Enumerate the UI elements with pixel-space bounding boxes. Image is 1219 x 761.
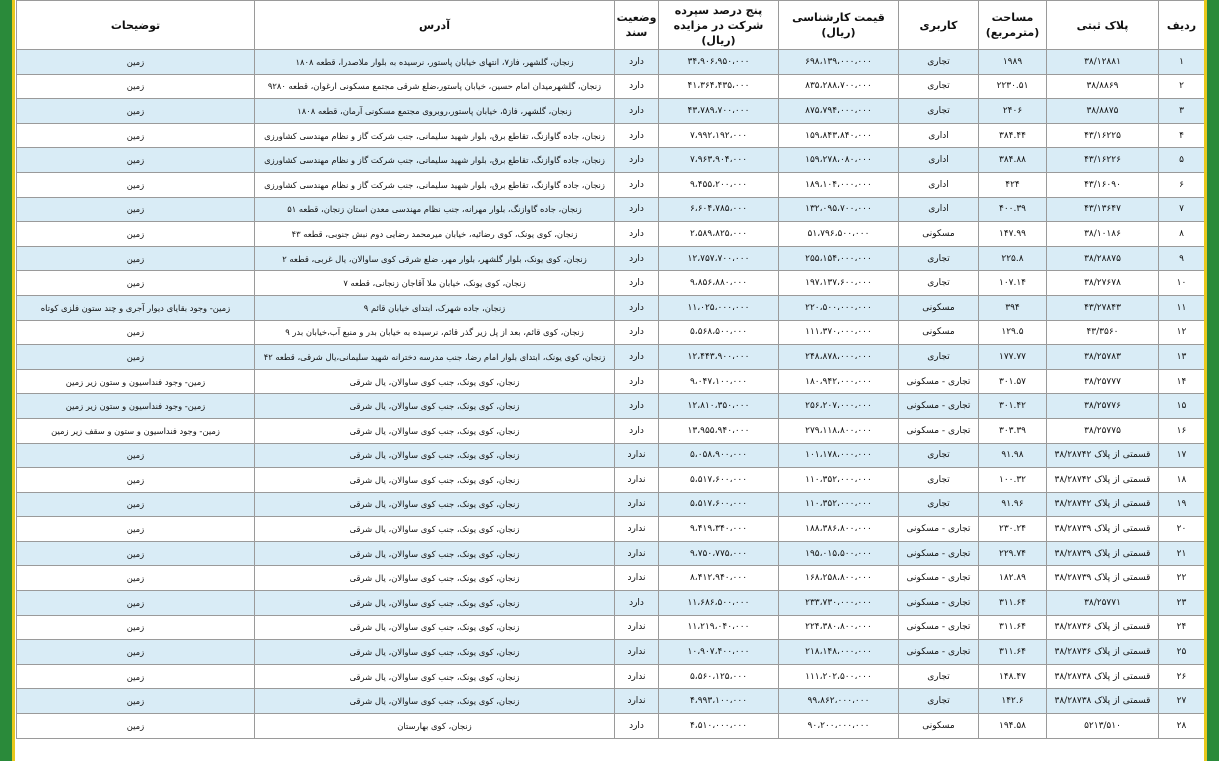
- cell-masahat: ۲۲۵.۸: [979, 246, 1047, 271]
- cell-panj: ۱۱،۰۲۵،۰۰۰،۰۰۰: [659, 295, 779, 320]
- cell-panj: ۹،۸۵۶،۸۸۰،۰۰۰: [659, 271, 779, 296]
- cell-karbari: تجاری: [899, 99, 979, 124]
- cell-tozihat: زمین: [17, 541, 255, 566]
- table-row: [17, 222, 1205, 247]
- cell-plak: ۴۳/۲۷۸۴۳: [1047, 295, 1159, 320]
- cell-adres: زنجان، کوی یونک، جنب کوی ساوالان، یال شرقی: [255, 468, 615, 493]
- right-border-decoration: [1204, 0, 1219, 761]
- cell-adres: زنجان، جاده گاوازنگ، تقاطع برق، بلوار شهید سلیمانی، جنب شرکت گاز و نظام مهندسی کشاورزی: [255, 123, 615, 148]
- cell-plak: ۳۸/۲۵۷۷۱: [1047, 591, 1159, 616]
- cell-vaziat: دارد: [615, 246, 659, 271]
- cell-radif: ۱: [1159, 50, 1205, 75]
- header-karbari: کاربری: [899, 1, 979, 50]
- cell-vaziat: ندارد: [615, 443, 659, 468]
- cell-plak: قسمتی از پلاک ۳۸/۲۸۷۳۹: [1047, 566, 1159, 591]
- cell-tozihat: زمین: [17, 222, 255, 247]
- cell-radif: ۱۰: [1159, 271, 1205, 296]
- table-row: [17, 197, 1205, 222]
- cell-radif: ۴: [1159, 123, 1205, 148]
- cell-vaziat: دارد: [615, 369, 659, 394]
- cell-vaziat: ندارد: [615, 468, 659, 493]
- table-row: [17, 172, 1205, 197]
- cell-adres: زنجان، گلشهر، فاز۵، خیابان پاستور،روبروی مجتمع مسکونی آرمان، قطعه ۱۸۰۸: [255, 99, 615, 124]
- cell-karbari: اداری: [899, 148, 979, 173]
- cell-tozihat: زمین- وجود بقایای دیوار آجری و چند ستون فلزی کوتاه: [17, 295, 255, 320]
- cell-karbari: تجاری - مسکونی: [899, 369, 979, 394]
- cell-panj: ۱۳،۹۵۵،۹۴۰،۰۰۰: [659, 418, 779, 443]
- cell-vaziat: دارد: [615, 148, 659, 173]
- cell-gheymat: ۱۰۱،۱۷۸،۰۰۰،۰۰۰: [779, 443, 899, 468]
- cell-radif: ۱۵: [1159, 394, 1205, 419]
- table-row: [17, 246, 1205, 271]
- cell-plak: ۴۳/۳۵۶۰: [1047, 320, 1159, 345]
- cell-vaziat: ندارد: [615, 517, 659, 542]
- cell-gheymat: ۱۱۱،۲۰۲،۵۰۰،۰۰۰: [779, 664, 899, 689]
- cell-adres: زنجان، کوی یونک، خیابان ملا آقاجان زنجانی، قطعه ۷: [255, 271, 615, 296]
- cell-vaziat: دارد: [615, 714, 659, 739]
- header-radif: ردیف: [1159, 1, 1205, 50]
- table-body: [17, 50, 1205, 739]
- cell-radif: ۱۷: [1159, 443, 1205, 468]
- cell-vaziat: دارد: [615, 591, 659, 616]
- cell-vaziat: ندارد: [615, 689, 659, 714]
- cell-tozihat: زمین: [17, 345, 255, 370]
- cell-panj: ۵،۵۱۷،۶۰۰،۰۰۰: [659, 492, 779, 517]
- cell-karbari: تجاری - مسکونی: [899, 394, 979, 419]
- cell-karbari: تجاری - مسکونی: [899, 541, 979, 566]
- cell-panj: ۱۰،۹۰۷،۴۰۰،۰۰۰: [659, 640, 779, 665]
- cell-radif: ۱۲: [1159, 320, 1205, 345]
- cell-plak: قسمتی از پلاک ۳۸/۲۸۷۴۲: [1047, 468, 1159, 493]
- cell-panj: ۳۴،۹۰۶،۹۵۰،۰۰۰: [659, 50, 779, 75]
- cell-plak: ۳۸/۱۲۸۸۱: [1047, 50, 1159, 75]
- cell-karbari: تجاری: [899, 271, 979, 296]
- cell-masahat: ۱۴۸.۴۷: [979, 664, 1047, 689]
- cell-tozihat: زمین: [17, 664, 255, 689]
- cell-karbari: تجاری - مسکونی: [899, 615, 979, 640]
- cell-vaziat: ندارد: [615, 664, 659, 689]
- cell-vaziat: دارد: [615, 418, 659, 443]
- cell-adres: زنجان، کوی یونک، جنب کوی ساوالان، یال شرقی: [255, 566, 615, 591]
- cell-plak: ۳۸/۸۸۶۹: [1047, 74, 1159, 99]
- cell-karbari: اداری: [899, 172, 979, 197]
- cell-panj: ۷،۹۹۲،۱۹۲،۰۰۰: [659, 123, 779, 148]
- cell-masahat: ۳۸۴.۴۴: [979, 123, 1047, 148]
- cell-vaziat: دارد: [615, 50, 659, 75]
- cell-masahat: ۱۹۴.۵۸: [979, 714, 1047, 739]
- cell-karbari: تجاری - مسکونی: [899, 418, 979, 443]
- cell-masahat: ۱۴۷.۹۹: [979, 222, 1047, 247]
- cell-panj: ۹،۴۱۹،۳۴۰،۰۰۰: [659, 517, 779, 542]
- cell-gheymat: ۱۸۸،۳۸۶،۸۰۰،۰۰۰: [779, 517, 899, 542]
- table-row: [17, 50, 1205, 75]
- cell-plak: ۳۸/۲۵۷۷۶: [1047, 394, 1159, 419]
- cell-gheymat: ۲۵۶،۲۰۷،۰۰۰،۰۰۰: [779, 394, 899, 419]
- cell-karbari: مسکونی: [899, 222, 979, 247]
- cell-radif: ۱۸: [1159, 468, 1205, 493]
- cell-karbari: تجاری: [899, 443, 979, 468]
- cell-gheymat: ۱۶۸،۲۵۸،۸۰۰،۰۰۰: [779, 566, 899, 591]
- cell-radif: ۳: [1159, 99, 1205, 124]
- cell-masahat: ۱۰۷.۱۴: [979, 271, 1047, 296]
- cell-radif: ۲۶: [1159, 664, 1205, 689]
- cell-radif: ۵: [1159, 148, 1205, 173]
- cell-gheymat: ۱۹۵،۰۱۵،۵۰۰،۰۰۰: [779, 541, 899, 566]
- table-row: [17, 541, 1205, 566]
- cell-masahat: ۳۰۳.۳۹: [979, 418, 1047, 443]
- cell-masahat: ۲۲۹.۷۴: [979, 541, 1047, 566]
- cell-plak: قسمتی از پلاک ۳۸/۲۸۷۳۹: [1047, 541, 1159, 566]
- cell-radif: ۲: [1159, 74, 1205, 99]
- cell-radif: ۶: [1159, 172, 1205, 197]
- cell-karbari: تجاری: [899, 74, 979, 99]
- table-row: [17, 418, 1205, 443]
- cell-gheymat: ۲۵۵،۱۵۴،۰۰۰،۰۰۰: [779, 246, 899, 271]
- cell-adres: زنجان، کوی یونک، جنب کوی ساوالان، یال شرقی: [255, 369, 615, 394]
- cell-plak: ۳۸/۲۵۷۸۳: [1047, 345, 1159, 370]
- cell-masahat: ۳۱۱.۶۴: [979, 640, 1047, 665]
- header-adres: آدرس: [255, 1, 615, 50]
- cell-adres: زنجان، کوی یونک، جنب کوی ساوالان، یال شرقی: [255, 664, 615, 689]
- cell-radif: ۱۶: [1159, 418, 1205, 443]
- cell-tozihat: زمین: [17, 50, 255, 75]
- cell-plak: قسمتی از پلاک ۳۸/۲۸۷۴۲: [1047, 492, 1159, 517]
- cell-gheymat: ۹۰،۲۰۰،۰۰۰،۰۰۰: [779, 714, 899, 739]
- cell-gheymat: ۲۳۳،۷۳۰،۰۰۰،۰۰۰: [779, 591, 899, 616]
- cell-vaziat: دارد: [615, 295, 659, 320]
- cell-adres: زنجان، کوی یونک، جنب کوی ساوالان، یال شرقی: [255, 591, 615, 616]
- table-row: [17, 99, 1205, 124]
- cell-tozihat: زمین: [17, 99, 255, 124]
- cell-vaziat: ندارد: [615, 492, 659, 517]
- header-vaziat: وضعیت سند: [615, 1, 659, 50]
- cell-vaziat: دارد: [615, 197, 659, 222]
- cell-masahat: ۳۰۱.۵۷: [979, 369, 1047, 394]
- cell-tozihat: زمین: [17, 443, 255, 468]
- cell-masahat: ۳۰۱.۴۲: [979, 394, 1047, 419]
- cell-tozihat: زمین: [17, 172, 255, 197]
- cell-masahat: ۲۲۳۰.۵۱: [979, 74, 1047, 99]
- cell-tozihat: زمین- وجود فنداسیون و ستون و سقف زیر زمین: [17, 418, 255, 443]
- cell-panj: ۴،۵۱۰،۰۰۰،۰۰۰: [659, 714, 779, 739]
- cell-plak: ۴۳/۱۶۲۲۵: [1047, 123, 1159, 148]
- property-auction-table: [16, 0, 1204, 739]
- cell-adres: زنجان، جاده گاوازنگ، تقاطع برق، بلوار شهید سلیمانی، جنب شرکت گاز و نظام مهندسی کشاورزی: [255, 172, 615, 197]
- header-gheymat: قیمت کارشناسی (ریال): [779, 1, 899, 50]
- cell-plak: قسمتی از پلاک ۳۸/۲۸۷۴۲: [1047, 443, 1159, 468]
- cell-gheymat: ۲۲۴،۳۸۰،۸۰۰،۰۰۰: [779, 615, 899, 640]
- cell-radif: ۲۴: [1159, 615, 1205, 640]
- cell-panj: ۵،۰۵۸،۹۰۰،۰۰۰: [659, 443, 779, 468]
- cell-radif: ۱۴: [1159, 369, 1205, 394]
- cell-plak: ۳۸/۲۷۶۷۸: [1047, 271, 1159, 296]
- cell-karbari: تجاری - مسکونی: [899, 517, 979, 542]
- table-row: [17, 345, 1205, 370]
- table-row: [17, 148, 1205, 173]
- cell-panj: ۵،۵۱۷،۶۰۰،۰۰۰: [659, 468, 779, 493]
- cell-karbari: اداری: [899, 123, 979, 148]
- cell-masahat: ۹۱.۹۶: [979, 492, 1047, 517]
- cell-panj: ۱۲،۴۴۳،۹۰۰،۰۰۰: [659, 345, 779, 370]
- cell-vaziat: ندارد: [615, 640, 659, 665]
- cell-masahat: ۱۹۸۹: [979, 50, 1047, 75]
- cell-masahat: ۱۲۹.۵: [979, 320, 1047, 345]
- cell-vaziat: دارد: [615, 320, 659, 345]
- cell-radif: ۱۳: [1159, 345, 1205, 370]
- cell-adres: زنجان، کوی یونک، جنب کوی ساوالان، یال شرقی: [255, 640, 615, 665]
- cell-panj: ۱۲،۸۱۰،۳۵۰،۰۰۰: [659, 394, 779, 419]
- cell-panj: ۲،۵۸۹،۸۲۵،۰۰۰: [659, 222, 779, 247]
- table-row: [17, 394, 1205, 419]
- cell-plak: ۴۳/۱۶۰۹۰: [1047, 172, 1159, 197]
- table-row: [17, 443, 1205, 468]
- cell-panj: ۹،۷۵۰،۷۷۵،۰۰۰: [659, 541, 779, 566]
- cell-adres: زنجان، کوی یونک، جنب کوی ساوالان، یال شرقی: [255, 418, 615, 443]
- cell-panj: ۹،۰۴۷،۱۰۰،۰۰۰: [659, 369, 779, 394]
- cell-masahat: ۲۳۰.۲۴: [979, 517, 1047, 542]
- cell-gheymat: ۱۹۷،۱۳۷،۶۰۰،۰۰۰: [779, 271, 899, 296]
- cell-karbari: تجاری: [899, 664, 979, 689]
- cell-radif: ۲۳: [1159, 591, 1205, 616]
- cell-masahat: ۴۲۴: [979, 172, 1047, 197]
- cell-vaziat: دارد: [615, 74, 659, 99]
- cell-plak: قسمتی از پلاک ۳۸/۲۸۷۳۹: [1047, 517, 1159, 542]
- cell-radif: ۲۲: [1159, 566, 1205, 591]
- cell-adres: زنجان، کوی یونک، جنب کوی ساوالان، یال شرقی: [255, 541, 615, 566]
- cell-masahat: ۹۱.۹۸: [979, 443, 1047, 468]
- left-border-decoration: [0, 0, 15, 761]
- cell-karbari: مسکونی: [899, 714, 979, 739]
- cell-radif: ۲۷: [1159, 689, 1205, 714]
- cell-vaziat: دارد: [615, 172, 659, 197]
- cell-tozihat: زمین: [17, 148, 255, 173]
- cell-gheymat: ۲۱۸،۱۴۸،۰۰۰،۰۰۰: [779, 640, 899, 665]
- cell-adres: زنجان، جاده گاوازنگ، بلوار مهرانه، جنب نظام مهندسی معدن استان زنجان، قطعه ۵۱: [255, 197, 615, 222]
- cell-tozihat: زمین: [17, 468, 255, 493]
- cell-tozihat: زمین: [17, 517, 255, 542]
- table-wrapper: [16, 0, 1204, 761]
- cell-panj: ۴۳،۷۸۹،۷۰۰،۰۰۰: [659, 99, 779, 124]
- cell-tozihat: زمین: [17, 591, 255, 616]
- cell-adres: زنجان، کوی قائم، بعد از پل زیر گذر قائم، نرسیده به خیابان بدر و منبع آب،خیابان بدر ۹: [255, 320, 615, 345]
- cell-tozihat: زمین: [17, 689, 255, 714]
- cell-adres: زنجان، کوی یونک، ابتدای بلوار امام رضا، جنب مدرسه دخترانه شهید سلیمانی،یال شرقی، قطعه ۴۲: [255, 345, 615, 370]
- cell-plak: قسمتی از پلاک ۳۸/۲۸۷۳۶: [1047, 615, 1159, 640]
- cell-gheymat: ۱۸۹،۱۰۴،۰۰۰،۰۰۰: [779, 172, 899, 197]
- cell-tozihat: زمین: [17, 566, 255, 591]
- cell-masahat: ۴۰۰.۳۹: [979, 197, 1047, 222]
- cell-plak: ۳۸/۲۵۷۷۷: [1047, 369, 1159, 394]
- cell-plak: ۳۸/۲۸۸۷۵: [1047, 246, 1159, 271]
- cell-adres: زنجان، کوی یونک، جنب کوی ساوالان، یال شرقی: [255, 443, 615, 468]
- cell-karbari: مسکونی: [899, 320, 979, 345]
- cell-gheymat: ۸۳۵،۲۸۸،۷۰۰،۰۰۰: [779, 74, 899, 99]
- cell-panj: ۹،۴۵۵،۲۰۰،۰۰۰: [659, 172, 779, 197]
- cell-adres: زنجان، کوی یونک، جنب کوی ساوالان، یال شرقی: [255, 517, 615, 542]
- cell-adres: زنجان، کوی بهارستان: [255, 714, 615, 739]
- table-row: [17, 123, 1205, 148]
- cell-gheymat: ۶۹۸،۱۳۹،۰۰۰،۰۰۰: [779, 50, 899, 75]
- cell-masahat: ۱۷۷.۷۷: [979, 345, 1047, 370]
- table-row: [17, 714, 1205, 739]
- cell-plak: ۳۸/۱۰۱۸۶: [1047, 222, 1159, 247]
- cell-masahat: ۳۱۱.۶۴: [979, 591, 1047, 616]
- cell-tozihat: زمین: [17, 714, 255, 739]
- table-row: [17, 468, 1205, 493]
- cell-vaziat: ندارد: [615, 566, 659, 591]
- cell-panj: ۸،۴۱۲،۹۴۰،۰۰۰: [659, 566, 779, 591]
- table-row: [17, 492, 1205, 517]
- table-row: [17, 566, 1205, 591]
- cell-adres: زنجان، کوی یونک، جنب کوی ساوالان، یال شرقی: [255, 689, 615, 714]
- cell-radif: ۲۸: [1159, 714, 1205, 739]
- cell-gheymat: ۲۴۸،۸۷۸،۰۰۰،۰۰۰: [779, 345, 899, 370]
- cell-gheymat: ۱۱۰،۳۵۲،۰۰۰،۰۰۰: [779, 492, 899, 517]
- cell-plak: ۳۸/۸۸۷۵: [1047, 99, 1159, 124]
- cell-karbari: تجاری: [899, 345, 979, 370]
- cell-plak: قسمتی از پلاک ۳۸/۲۸۷۳۸: [1047, 689, 1159, 714]
- cell-gheymat: ۹۹،۸۶۲،۰۰۰،۰۰۰: [779, 689, 899, 714]
- cell-gheymat: ۲۲۰،۵۰۰،۰۰۰،۰۰۰: [779, 295, 899, 320]
- table-header-row: [17, 1, 1205, 50]
- table-row: [17, 591, 1205, 616]
- cell-gheymat: ۱۵۹،۸۴۳،۸۴۰،۰۰۰: [779, 123, 899, 148]
- cell-gheymat: ۱۸۰،۹۴۲،۰۰۰،۰۰۰: [779, 369, 899, 394]
- cell-gheymat: ۲۷۹،۱۱۸،۸۰۰،۰۰۰: [779, 418, 899, 443]
- cell-plak: قسمتی از پلاک ۳۸/۲۸۷۳۸: [1047, 664, 1159, 689]
- cell-karbari: تجاری: [899, 246, 979, 271]
- cell-karbari: مسکونی: [899, 295, 979, 320]
- cell-karbari: اداری: [899, 197, 979, 222]
- cell-vaziat: ندارد: [615, 541, 659, 566]
- cell-gheymat: ۱۵۹،۲۷۸،۰۸۰،۰۰۰: [779, 148, 899, 173]
- table-row: [17, 615, 1205, 640]
- cell-radif: ۹: [1159, 246, 1205, 271]
- cell-vaziat: دارد: [615, 123, 659, 148]
- table-row: [17, 664, 1205, 689]
- cell-panj: ۱۱،۲۱۹،۰۴۰،۰۰۰: [659, 615, 779, 640]
- cell-panj: ۷،۹۶۳،۹۰۴،۰۰۰: [659, 148, 779, 173]
- table-row: [17, 295, 1205, 320]
- cell-masahat: ۲۴۰۶: [979, 99, 1047, 124]
- cell-radif: ۲۰: [1159, 517, 1205, 542]
- table-row: [17, 640, 1205, 665]
- cell-karbari: تجاری - مسکونی: [899, 591, 979, 616]
- cell-panj: ۱۱،۶۸۶،۵۰۰،۰۰۰: [659, 591, 779, 616]
- header-panj: پنج درصد سپرده شرکت در مزایده (ریال): [659, 1, 779, 50]
- cell-radif: ۱۱: [1159, 295, 1205, 320]
- cell-masahat: ۳۹۴: [979, 295, 1047, 320]
- cell-radif: ۷: [1159, 197, 1205, 222]
- table-row: [17, 517, 1205, 542]
- table-row: [17, 74, 1205, 99]
- cell-panj: ۵،۵۶۰،۱۲۵،۰۰۰: [659, 664, 779, 689]
- cell-karbari: تجاری: [899, 689, 979, 714]
- cell-gheymat: ۱۱۰،۳۵۲،۰۰۰،۰۰۰: [779, 468, 899, 493]
- cell-vaziat: دارد: [615, 99, 659, 124]
- cell-karbari: تجاری: [899, 492, 979, 517]
- cell-adres: زنجان، کوی یونک، کوی رضائیه، خیابان میرمحمد رضایی دوم نبش جنوبی، قطعه ۴۳: [255, 222, 615, 247]
- cell-gheymat: ۱۳۲،۰۹۵،۷۰۰،۰۰۰: [779, 197, 899, 222]
- cell-plak: قسمتی از پلاک ۳۸/۲۸۷۳۶: [1047, 640, 1159, 665]
- cell-tozihat: زمین: [17, 615, 255, 640]
- table-row: [17, 689, 1205, 714]
- cell-karbari: تجاری: [899, 468, 979, 493]
- cell-plak: ۴۳/۱۳۶۴۷: [1047, 197, 1159, 222]
- cell-panj: ۴۱،۳۶۴،۴۳۵،۰۰۰: [659, 74, 779, 99]
- cell-radif: ۸: [1159, 222, 1205, 247]
- cell-plak: ۵۲۱۳/۵۱۰: [1047, 714, 1159, 739]
- header-tozihat: توضیحات: [17, 1, 255, 50]
- cell-adres: زنجان، کوی یونک، بلوار گلشهر، بلوار مهر، ضلع شرقی کوی ساوالان، یال غربی، قطعه ۲: [255, 246, 615, 271]
- header-masahat: مساحت (مترمربع): [979, 1, 1047, 50]
- cell-tozihat: زمین: [17, 271, 255, 296]
- cell-adres: زنجان، کوی یونک، جنب کوی ساوالان، یال شرقی: [255, 492, 615, 517]
- cell-karbari: تجاری: [899, 50, 979, 75]
- cell-gheymat: ۵۱،۷۹۶،۵۰۰،۰۰۰: [779, 222, 899, 247]
- cell-adres: زنجان، جاده گاوازنگ، تقاطع برق، بلوار شهید سلیمانی، جنب شرکت گاز و نظام مهندسی کشاورزی: [255, 148, 615, 173]
- table-row: [17, 320, 1205, 345]
- cell-adres: زنجان، کوی یونک، جنب کوی ساوالان، یال شرقی: [255, 394, 615, 419]
- cell-tozihat: زمین- وجود فنداسیون و ستون زیر زمین: [17, 369, 255, 394]
- cell-adres: زنجان، گلشهرمیدان امام حسین، خیابان پاستور،ضلع شرقی مجتمع مسکونی ارغوان، قطعه ۹۲۸۰: [255, 74, 615, 99]
- cell-gheymat: ۸۷۵،۷۹۴،۰۰۰،۰۰۰: [779, 99, 899, 124]
- cell-tozihat: زمین: [17, 246, 255, 271]
- cell-plak: ۴۳/۱۶۲۲۶: [1047, 148, 1159, 173]
- cell-karbari: تجاری - مسکونی: [899, 640, 979, 665]
- cell-masahat: ۳۱۱.۶۴: [979, 615, 1047, 640]
- cell-masahat: ۳۸۴.۸۸: [979, 148, 1047, 173]
- table-row: [17, 271, 1205, 296]
- cell-vaziat: دارد: [615, 394, 659, 419]
- cell-tozihat: زمین- وجود فنداسیون و ستون زیر زمین: [17, 394, 255, 419]
- cell-karbari: تجاری - مسکونی: [899, 566, 979, 591]
- cell-radif: ۱۹: [1159, 492, 1205, 517]
- cell-tozihat: زمین: [17, 123, 255, 148]
- cell-masahat: ۱۰۰.۳۲: [979, 468, 1047, 493]
- cell-masahat: ۱۴۲.۶: [979, 689, 1047, 714]
- cell-plak: ۳۸/۲۵۷۷۵: [1047, 418, 1159, 443]
- cell-vaziat: دارد: [615, 222, 659, 247]
- cell-tozihat: زمین: [17, 197, 255, 222]
- cell-gheymat: ۱۱۱،۳۷۰،۰۰۰،۰۰۰: [779, 320, 899, 345]
- cell-adres: زنجان، کوی یونک، جنب کوی ساوالان، یال شرقی: [255, 615, 615, 640]
- table-row: [17, 369, 1205, 394]
- cell-adres: زنجان، گلشهر، فاز۷، انتهای خیابان پاستور، نرسیده به بلوار ملاصدرا، قطعه ۱۸۰۸: [255, 50, 615, 75]
- cell-panj: ۶،۶۰۴،۷۸۵،۰۰۰: [659, 197, 779, 222]
- cell-panj: ۱۲،۷۵۷،۷۰۰،۰۰۰: [659, 246, 779, 271]
- cell-masahat: ۱۸۲.۸۹: [979, 566, 1047, 591]
- cell-vaziat: دارد: [615, 345, 659, 370]
- cell-panj: ۵،۵۶۸،۵۰۰،۰۰۰: [659, 320, 779, 345]
- cell-tozihat: زمین: [17, 320, 255, 345]
- cell-radif: ۲۵: [1159, 640, 1205, 665]
- cell-tozihat: زمین: [17, 640, 255, 665]
- cell-panj: ۴،۹۹۳،۱۰۰،۰۰۰: [659, 689, 779, 714]
- cell-radif: ۲۱: [1159, 541, 1205, 566]
- cell-adres: زنجان، جاده شهرک، ابتدای خیابان قائم ۹: [255, 295, 615, 320]
- cell-tozihat: زمین: [17, 74, 255, 99]
- cell-vaziat: دارد: [615, 271, 659, 296]
- cell-tozihat: زمین: [17, 492, 255, 517]
- cell-vaziat: ندارد: [615, 615, 659, 640]
- header-plak: پلاک ثبتی: [1047, 1, 1159, 50]
